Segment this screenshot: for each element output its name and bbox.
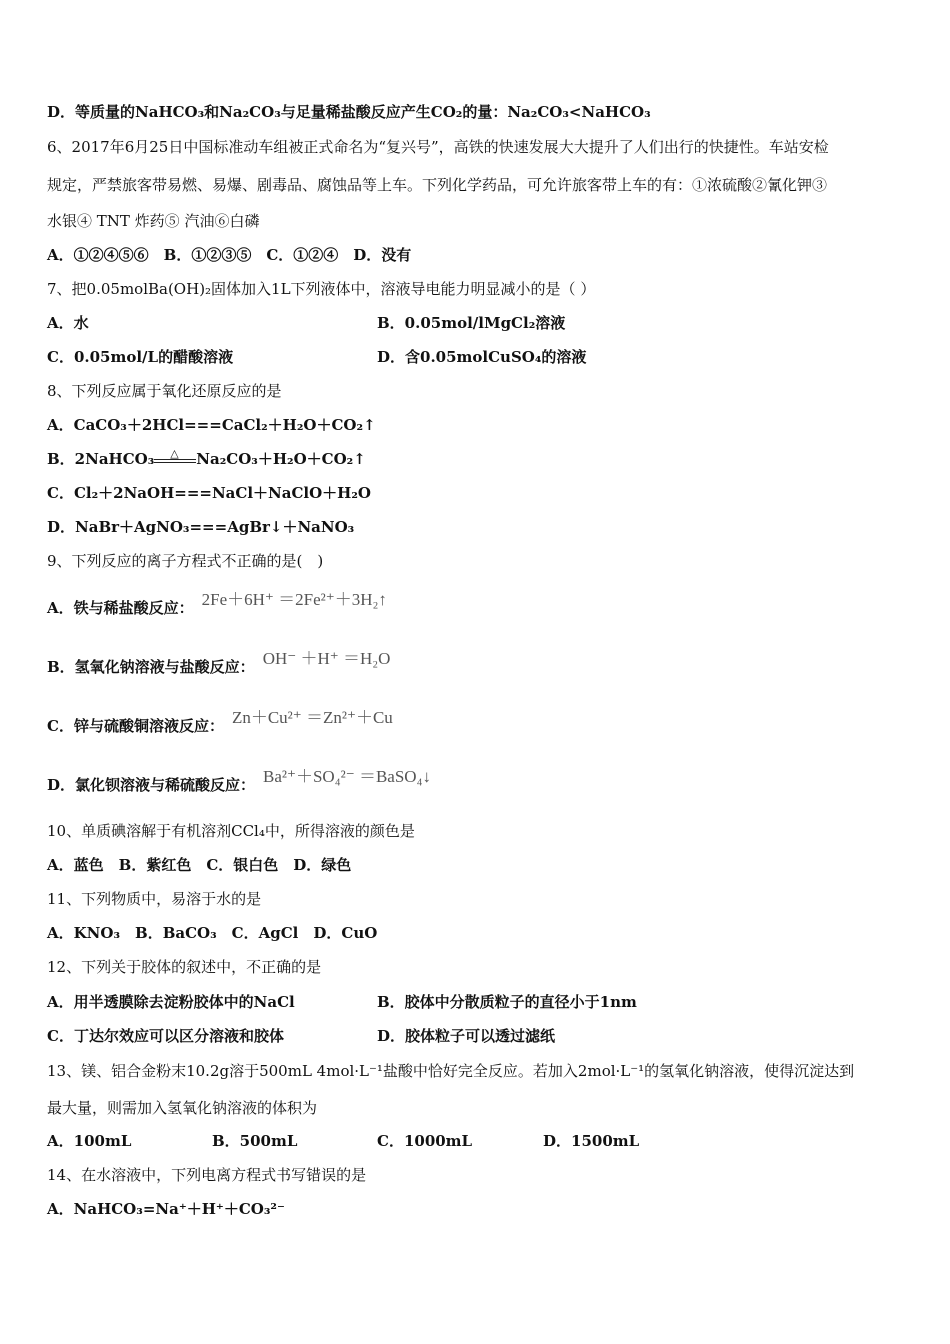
q14-option-a: A．NaHCO₃=Na⁺＋H⁺＋CO₃²⁻ bbox=[47, 1200, 285, 1218]
q12-option-a: A．用半透膜除去淀粉胶体中的NaCl bbox=[47, 993, 295, 1011]
q9-option-d-label: D．氯化钡溶液与稀硫酸反应： bbox=[47, 776, 256, 794]
q14-stem: 14、在水溶液中，下列电离方程式书写错误的是 bbox=[47, 1166, 367, 1184]
q13-option-b: B．500mL bbox=[212, 1132, 298, 1150]
q7-option-a: A．水 bbox=[47, 314, 89, 332]
q8-option-d: D．NaBr＋AgNO₃===AgBr↓＋NaNO₃ bbox=[47, 518, 355, 536]
q11-options: A．KNO₃ B．BaCO₃ C．AgCl D．CuO bbox=[47, 924, 378, 942]
q6-stem-line1: 6、2017年6月25日中国标准动车组被正式命名为“复兴号”，高铁的快速发展大大提升了人们出行的快捷性。车站安检 bbox=[47, 138, 829, 156]
q9-option-b-label: B．氢氧化钠溶液与盐酸反应： bbox=[47, 658, 255, 676]
q9-option-c-equation: Zn＋Cu²⁺ ＝Zn²⁺＋Cu bbox=[231, 708, 393, 727]
q6-stem-line2: 规定，严禁旅客带易燃、易爆、剧毒品、腐蚀品等上车。下列化学药品，可允许旅客带上车的有：①浓硫酸②氰化钾③ bbox=[47, 176, 828, 194]
q7-option-b: B．0.05mol/lMgCl₂溶液 bbox=[377, 314, 566, 332]
q9-stem: 9、下列反应的离子方程式不正确的是( ) bbox=[47, 552, 324, 570]
q9-option-b bbox=[47, 649, 391, 677]
q12-option-c: C．丁达尔效应可以区分溶液和胶体 bbox=[47, 1027, 284, 1045]
q8-option-b-left: B．2NaHCO₃ bbox=[47, 450, 155, 468]
q8-option-c: C．Cl₂＋2NaOH===NaCl＋NaClO＋H₂O bbox=[47, 484, 371, 502]
q9-option-a-equation: 2Fe＋6H⁺ ＝2Fe²⁺＋3H₂↑ bbox=[201, 590, 387, 609]
q13-stem-line2: 最大量，则需加入氢氧化钠溶液的体积为 bbox=[47, 1099, 318, 1117]
q13-option-a: A．100mL bbox=[47, 1132, 132, 1150]
q9-option-b-equation: OH⁻ ＋H⁺ ＝H₂O bbox=[262, 649, 391, 668]
q9-option-d bbox=[47, 767, 431, 795]
q6-options: A．①②④⑤⑥ B．①②③⑤ C．①②④ D．没有 bbox=[47, 246, 412, 264]
heat-equals-sign bbox=[154, 447, 196, 470]
q12-option-d: D．胶体粒子可以透过滤纸 bbox=[377, 1027, 556, 1045]
q10-stem: 10、单质碘溶解于有机溶剂CCl₄中，所得溶液的颜色是 bbox=[47, 822, 415, 840]
q9-option-c bbox=[47, 708, 393, 736]
q11-stem: 11、下列物质中，易溶于水的是 bbox=[47, 890, 262, 908]
q12-option-b: B．胶体中分散质粒子的直径小于1nm bbox=[377, 993, 637, 1011]
q5-option-d: D．等质量的NaHCO₃和Na₂CO₃与足量稀盐酸反应产生CO₂的量：Na₂CO₃<NaHCO₃ bbox=[47, 103, 651, 121]
q7-option-d: D．含0.05molCuSO₄的溶液 bbox=[377, 348, 587, 366]
q8-option-b bbox=[47, 449, 366, 470]
q9-option-d-equation: Ba²⁺＋SO₄²⁻ ＝BaSO₄↓ bbox=[263, 767, 431, 786]
q8-stem: 8、下列反应属于氧化还原反应的是 bbox=[47, 382, 282, 400]
q9-option-c-label: C．锌与硫酸铜溶液反应： bbox=[47, 717, 224, 735]
heat-symbol: △ bbox=[170, 447, 179, 460]
q9-option-a-label: A．铁与稀盐酸反应： bbox=[47, 599, 194, 617]
q13-option-c: C．1000mL bbox=[377, 1132, 473, 1150]
q7-stem: 7、把0.05molBa(OH)₂固体加入1L下列液体中，溶液导电能力明显减小的是（ ） bbox=[47, 280, 596, 298]
q10-options: A．蓝色 B．紫红色 C．银白色 D．绿色 bbox=[47, 856, 352, 874]
q6-stem-line3: 水银④ TNT 炸药⑤ 汽油⑥白磷 bbox=[47, 212, 260, 230]
q8-option-a: A．CaCO₃＋2HCl===CaCl₂＋H₂O＋CO₂↑ bbox=[47, 416, 376, 434]
q7-option-c: C．0.05mol/L的醋酸溶液 bbox=[47, 348, 234, 366]
q12-stem: 12、下列关于胶体的叙述中，不正确的是 bbox=[47, 958, 322, 976]
q13-option-d: D．1500mL bbox=[543, 1132, 640, 1150]
q13-stem-line1: 13、镁、铝合金粉末10.2g溶于500mL 4mol·L⁻¹盐酸中恰好完全反应。若加入2mol·L⁻¹的氢氧化钠溶液，使得沉淀达到 bbox=[47, 1062, 855, 1080]
q9-option-a bbox=[47, 590, 387, 618]
q8-option-b-right: Na₂CO₃＋H₂O＋CO₂↑ bbox=[196, 450, 366, 468]
